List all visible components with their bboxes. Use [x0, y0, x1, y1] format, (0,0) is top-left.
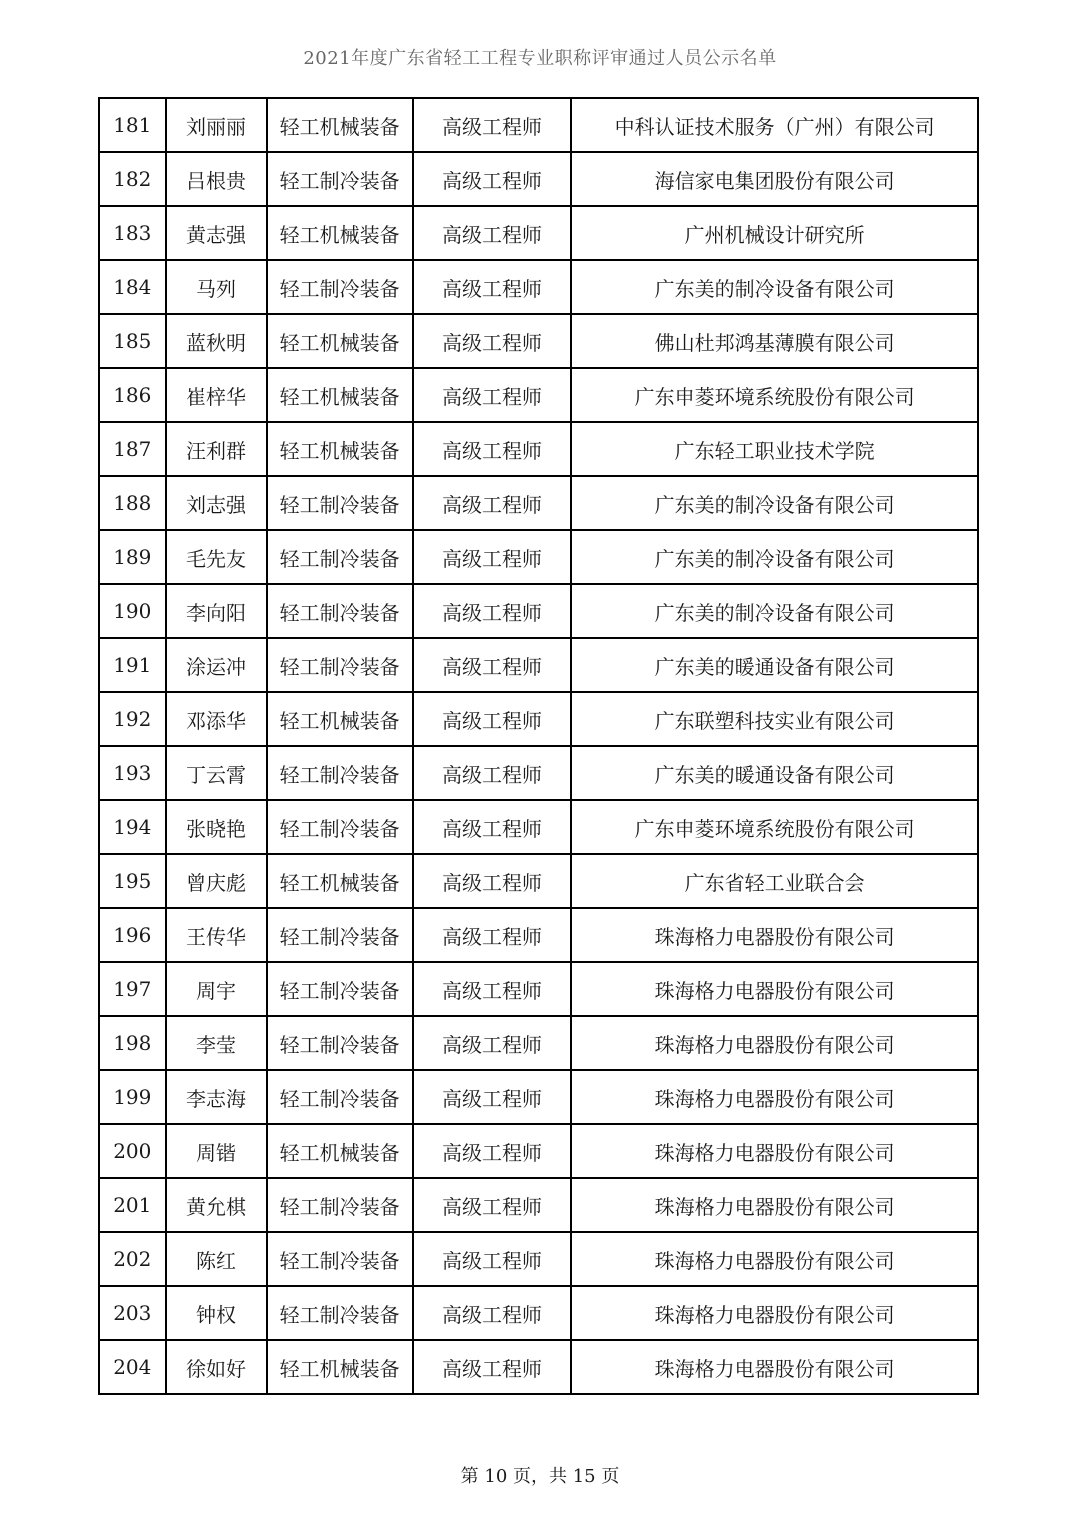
person-name-cell: 周宇 — [166, 962, 267, 1016]
row-number-cell: 200 — [99, 1124, 166, 1178]
row-number-cell: 190 — [99, 584, 166, 638]
specialty-cell: 轻工制冷装备 — [267, 746, 413, 800]
professional-title-cell: 高级工程师 — [413, 530, 571, 584]
row-number-cell: 187 — [99, 422, 166, 476]
table-row — [99, 584, 978, 638]
row-number-cell: 195 — [99, 854, 166, 908]
row-number-cell: 203 — [99, 1286, 166, 1340]
table-body — [99, 98, 978, 1394]
professional-title-cell: 高级工程师 — [413, 692, 571, 746]
personnel-table — [98, 97, 979, 1395]
person-name-cell: 黄志强 — [166, 206, 267, 260]
table-row — [99, 746, 978, 800]
specialty-cell: 轻工机械装备 — [267, 314, 413, 368]
row-number-cell: 191 — [99, 638, 166, 692]
person-name-cell: 黄允棋 — [166, 1178, 267, 1232]
row-number-cell: 186 — [99, 368, 166, 422]
table-row — [99, 962, 978, 1016]
professional-title-cell: 高级工程师 — [413, 584, 571, 638]
person-name-cell: 张晓艳 — [166, 800, 267, 854]
row-number-cell: 181 — [99, 98, 166, 152]
organization-cell: 广东美的暖通设备有限公司 — [571, 638, 978, 692]
person-name-cell: 刘丽丽 — [166, 98, 267, 152]
row-number-cell: 183 — [99, 206, 166, 260]
person-name-cell: 周锴 — [166, 1124, 267, 1178]
table-row — [99, 152, 978, 206]
row-number-cell: 192 — [99, 692, 166, 746]
row-number-cell: 199 — [99, 1070, 166, 1124]
person-name-cell: 曾庆彪 — [166, 854, 267, 908]
table-row — [99, 98, 978, 152]
person-name-cell: 陈红 — [166, 1232, 267, 1286]
organization-cell: 广州机械设计研究所 — [571, 206, 978, 260]
organization-cell: 广东轻工职业技术学院 — [571, 422, 978, 476]
specialty-cell: 轻工机械装备 — [267, 206, 413, 260]
professional-title-cell: 高级工程师 — [413, 962, 571, 1016]
person-name-cell: 马列 — [166, 260, 267, 314]
specialty-cell: 轻工制冷装备 — [267, 1070, 413, 1124]
professional-title-cell: 高级工程师 — [413, 1070, 571, 1124]
organization-cell: 珠海格力电器股份有限公司 — [571, 1070, 978, 1124]
organization-cell: 中科认证技术服务（广州）有限公司 — [571, 98, 978, 152]
specialty-cell: 轻工制冷装备 — [267, 638, 413, 692]
specialty-cell: 轻工制冷装备 — [267, 584, 413, 638]
table-row — [99, 530, 978, 584]
person-name-cell: 吕根贵 — [166, 152, 267, 206]
organization-cell: 珠海格力电器股份有限公司 — [571, 908, 978, 962]
row-number-cell: 202 — [99, 1232, 166, 1286]
professional-title-cell: 高级工程师 — [413, 1178, 571, 1232]
organization-cell: 广东美的制冷设备有限公司 — [571, 530, 978, 584]
specialty-cell: 轻工制冷装备 — [267, 1016, 413, 1070]
organization-cell: 珠海格力电器股份有限公司 — [571, 962, 978, 1016]
row-number-cell: 201 — [99, 1178, 166, 1232]
organization-cell: 佛山杜邦鸿基薄膜有限公司 — [571, 314, 978, 368]
professional-title-cell: 高级工程师 — [413, 206, 571, 260]
row-number-cell: 188 — [99, 476, 166, 530]
organization-cell: 珠海格力电器股份有限公司 — [571, 1232, 978, 1286]
specialty-cell: 轻工制冷装备 — [267, 962, 413, 1016]
specialty-cell: 轻工制冷装备 — [267, 908, 413, 962]
organization-cell: 广东美的制冷设备有限公司 — [571, 476, 978, 530]
professional-title-cell: 高级工程师 — [413, 638, 571, 692]
professional-title-cell: 高级工程师 — [413, 476, 571, 530]
person-name-cell: 钟权 — [166, 1286, 267, 1340]
organization-cell: 广东申菱环境系统股份有限公司 — [571, 368, 978, 422]
person-name-cell: 邓添华 — [166, 692, 267, 746]
table-row — [99, 260, 978, 314]
specialty-cell: 轻工机械装备 — [267, 422, 413, 476]
table-row — [99, 908, 978, 962]
professional-title-cell: 高级工程师 — [413, 908, 571, 962]
professional-title-cell: 高级工程师 — [413, 422, 571, 476]
professional-title-cell: 高级工程师 — [413, 314, 571, 368]
professional-title-cell: 高级工程师 — [413, 800, 571, 854]
table-row — [99, 422, 978, 476]
person-name-cell: 刘志强 — [166, 476, 267, 530]
professional-title-cell: 高级工程师 — [413, 368, 571, 422]
specialty-cell: 轻工制冷装备 — [267, 152, 413, 206]
row-number-cell: 198 — [99, 1016, 166, 1070]
organization-cell: 广东美的制冷设备有限公司 — [571, 260, 978, 314]
professional-title-cell: 高级工程师 — [413, 854, 571, 908]
row-number-cell: 196 — [99, 908, 166, 962]
person-name-cell: 丁云霄 — [166, 746, 267, 800]
row-number-cell: 189 — [99, 530, 166, 584]
organization-cell: 广东美的制冷设备有限公司 — [571, 584, 978, 638]
specialty-cell: 轻工机械装备 — [267, 98, 413, 152]
specialty-cell: 轻工机械装备 — [267, 692, 413, 746]
specialty-cell: 轻工制冷装备 — [267, 1286, 413, 1340]
organization-cell: 广东联塑科技实业有限公司 — [571, 692, 978, 746]
table-row — [99, 692, 978, 746]
organization-cell: 海信家电集团股份有限公司 — [571, 152, 978, 206]
professional-title-cell: 高级工程师 — [413, 1340, 571, 1394]
table-row — [99, 1070, 978, 1124]
person-name-cell: 蓝秋明 — [166, 314, 267, 368]
specialty-cell: 轻工机械装备 — [267, 854, 413, 908]
table-row — [99, 314, 978, 368]
person-name-cell: 李志海 — [166, 1070, 267, 1124]
organization-cell: 珠海格力电器股份有限公司 — [571, 1124, 978, 1178]
organization-cell: 广东申菱环境系统股份有限公司 — [571, 800, 978, 854]
table-row — [99, 1340, 978, 1394]
table-row — [99, 800, 978, 854]
row-number-cell: 182 — [99, 152, 166, 206]
page-indicator: 第 10 页，共 15 页 — [460, 1466, 620, 1487]
person-name-cell: 毛先友 — [166, 530, 267, 584]
person-name-cell: 李莹 — [166, 1016, 267, 1070]
document-title: 2021年度广东省轻工工程专业职称评审通过人员公示名单 — [303, 48, 777, 69]
person-name-cell: 涂运冲 — [166, 638, 267, 692]
table-row — [99, 206, 978, 260]
row-number-cell: 185 — [99, 314, 166, 368]
specialty-cell: 轻工制冷装备 — [267, 476, 413, 530]
specialty-cell: 轻工制冷装备 — [267, 800, 413, 854]
specialty-cell: 轻工制冷装备 — [267, 1232, 413, 1286]
table-row — [99, 1178, 978, 1232]
row-number-cell: 184 — [99, 260, 166, 314]
row-number-cell: 204 — [99, 1340, 166, 1394]
table-row — [99, 854, 978, 908]
person-name-cell: 徐如好 — [166, 1340, 267, 1394]
row-number-cell: 194 — [99, 800, 166, 854]
person-name-cell: 李向阳 — [166, 584, 267, 638]
table-row — [99, 476, 978, 530]
specialty-cell: 轻工机械装备 — [267, 368, 413, 422]
professional-title-cell: 高级工程师 — [413, 152, 571, 206]
professional-title-cell: 高级工程师 — [413, 260, 571, 314]
professional-title-cell: 高级工程师 — [413, 1286, 571, 1340]
table-row — [99, 1232, 978, 1286]
person-name-cell: 汪利群 — [166, 422, 267, 476]
organization-cell: 珠海格力电器股份有限公司 — [571, 1286, 978, 1340]
professional-title-cell: 高级工程师 — [413, 746, 571, 800]
table-row — [99, 638, 978, 692]
specialty-cell: 轻工制冷装备 — [267, 530, 413, 584]
organization-cell: 广东省轻工业联合会 — [571, 854, 978, 908]
table-row — [99, 1016, 978, 1070]
table-row — [99, 368, 978, 422]
professional-title-cell: 高级工程师 — [413, 1124, 571, 1178]
organization-cell: 广东美的暖通设备有限公司 — [571, 746, 978, 800]
person-name-cell: 崔梓华 — [166, 368, 267, 422]
row-number-cell: 193 — [99, 746, 166, 800]
row-number-cell: 197 — [99, 962, 166, 1016]
specialty-cell: 轻工制冷装备 — [267, 1178, 413, 1232]
specialty-cell: 轻工机械装备 — [267, 1340, 413, 1394]
organization-cell: 珠海格力电器股份有限公司 — [571, 1016, 978, 1070]
specialty-cell: 轻工机械装备 — [267, 1124, 413, 1178]
specialty-cell: 轻工制冷装备 — [267, 260, 413, 314]
table-row — [99, 1286, 978, 1340]
table-row — [99, 1124, 978, 1178]
professional-title-cell: 高级工程师 — [413, 1016, 571, 1070]
person-name-cell: 王传华 — [166, 908, 267, 962]
professional-title-cell: 高级工程师 — [413, 1232, 571, 1286]
organization-cell: 珠海格力电器股份有限公司 — [571, 1178, 978, 1232]
professional-title-cell: 高级工程师 — [413, 98, 571, 152]
organization-cell: 珠海格力电器股份有限公司 — [571, 1340, 978, 1394]
